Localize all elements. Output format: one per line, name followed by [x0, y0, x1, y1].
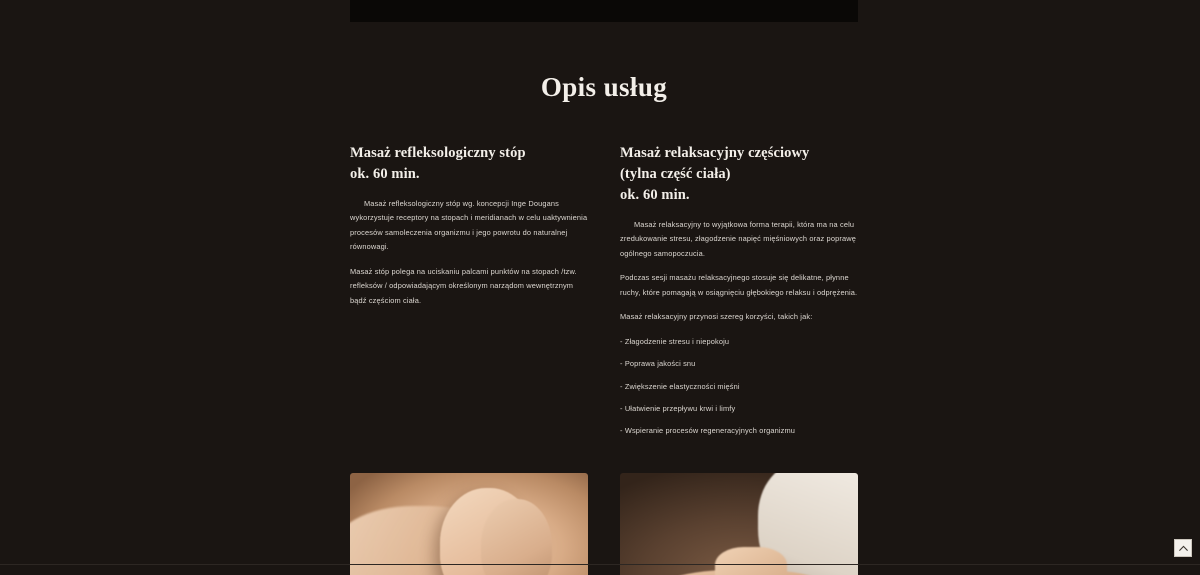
services-section [350, 22, 858, 575]
service-benefit-item: - Zwiększenie elastyczności mięśni [620, 381, 740, 391]
service-title-line-2: ok. 60 min. [350, 166, 420, 183]
service-title-line-1: Masaż refleksologiczny stóp [350, 145, 526, 161]
service-paragraph: Podczas sesji masażu relaksacyjnego stosuje się delikatne, płynne ruchy, które pomagają w osiągnięciu głębokiego relaksu i odprężenia. [620, 273, 858, 297]
services-columns [350, 143, 858, 447]
scroll-to-top-button[interactable] [1174, 539, 1192, 557]
service-title-reflexology [350, 143, 588, 185]
services-images [350, 473, 858, 575]
service-benefit-item: - Poprawa jakości snu [620, 359, 696, 369]
service-paragraph: Masaż relaksacyjny przynosi szereg korzyści, takich jak: [620, 312, 813, 322]
service-benefit-item: - Wspieranie procesów regeneracyjnych organizmu [620, 426, 796, 436]
chevron-up-icon [1179, 545, 1188, 552]
back-massage-photo [620, 473, 858, 575]
service-benefit-item: - Złagodzenie stresu i niepokoju [620, 336, 730, 346]
service-column-reflexology [350, 143, 588, 447]
foot-reflexology-photo [350, 473, 588, 575]
service-title-line-2: (tylna część ciała) [620, 166, 731, 183]
service-benefit-item: - Ułatwienie przepływu krwi i limfy [620, 403, 736, 413]
service-column-relaxation [620, 143, 858, 447]
footer-divider [0, 564, 1200, 565]
service-paragraph: Masaż relaksacyjny to wyjątkowa forma terapii, która ma na celu zredukowanie stresu, złagodzenie napięć mięśniowych oraz poprawę ogólnego samopoczucia. [620, 220, 856, 258]
service-paragraph: Masaż stóp polega na uciskaniu palcami punktów na stopach /tzw. refleksów / odpowiadającym określonym narządom wewnętrznym bądź częściom ciała. [350, 266, 577, 305]
service-title-line-3: ok. 60 min. [620, 187, 690, 204]
service-paragraph: Masaż refleksologiczny stóp wg. koncepcji Inge Dougans wykorzystuje receptory na stopach i meridianach w celu uaktywnienia procesów samoleczenia organizmu i jego powrotu do naturalnej równowagi. [350, 199, 588, 252]
service-title-relaxation [620, 143, 858, 206]
service-title-line-1: Masaż relaksacyjny częściowy [620, 145, 810, 161]
hands-decor [715, 547, 786, 575]
top-banner-strip [350, 0, 858, 22]
page-title: Opis usług [540, 72, 668, 102]
